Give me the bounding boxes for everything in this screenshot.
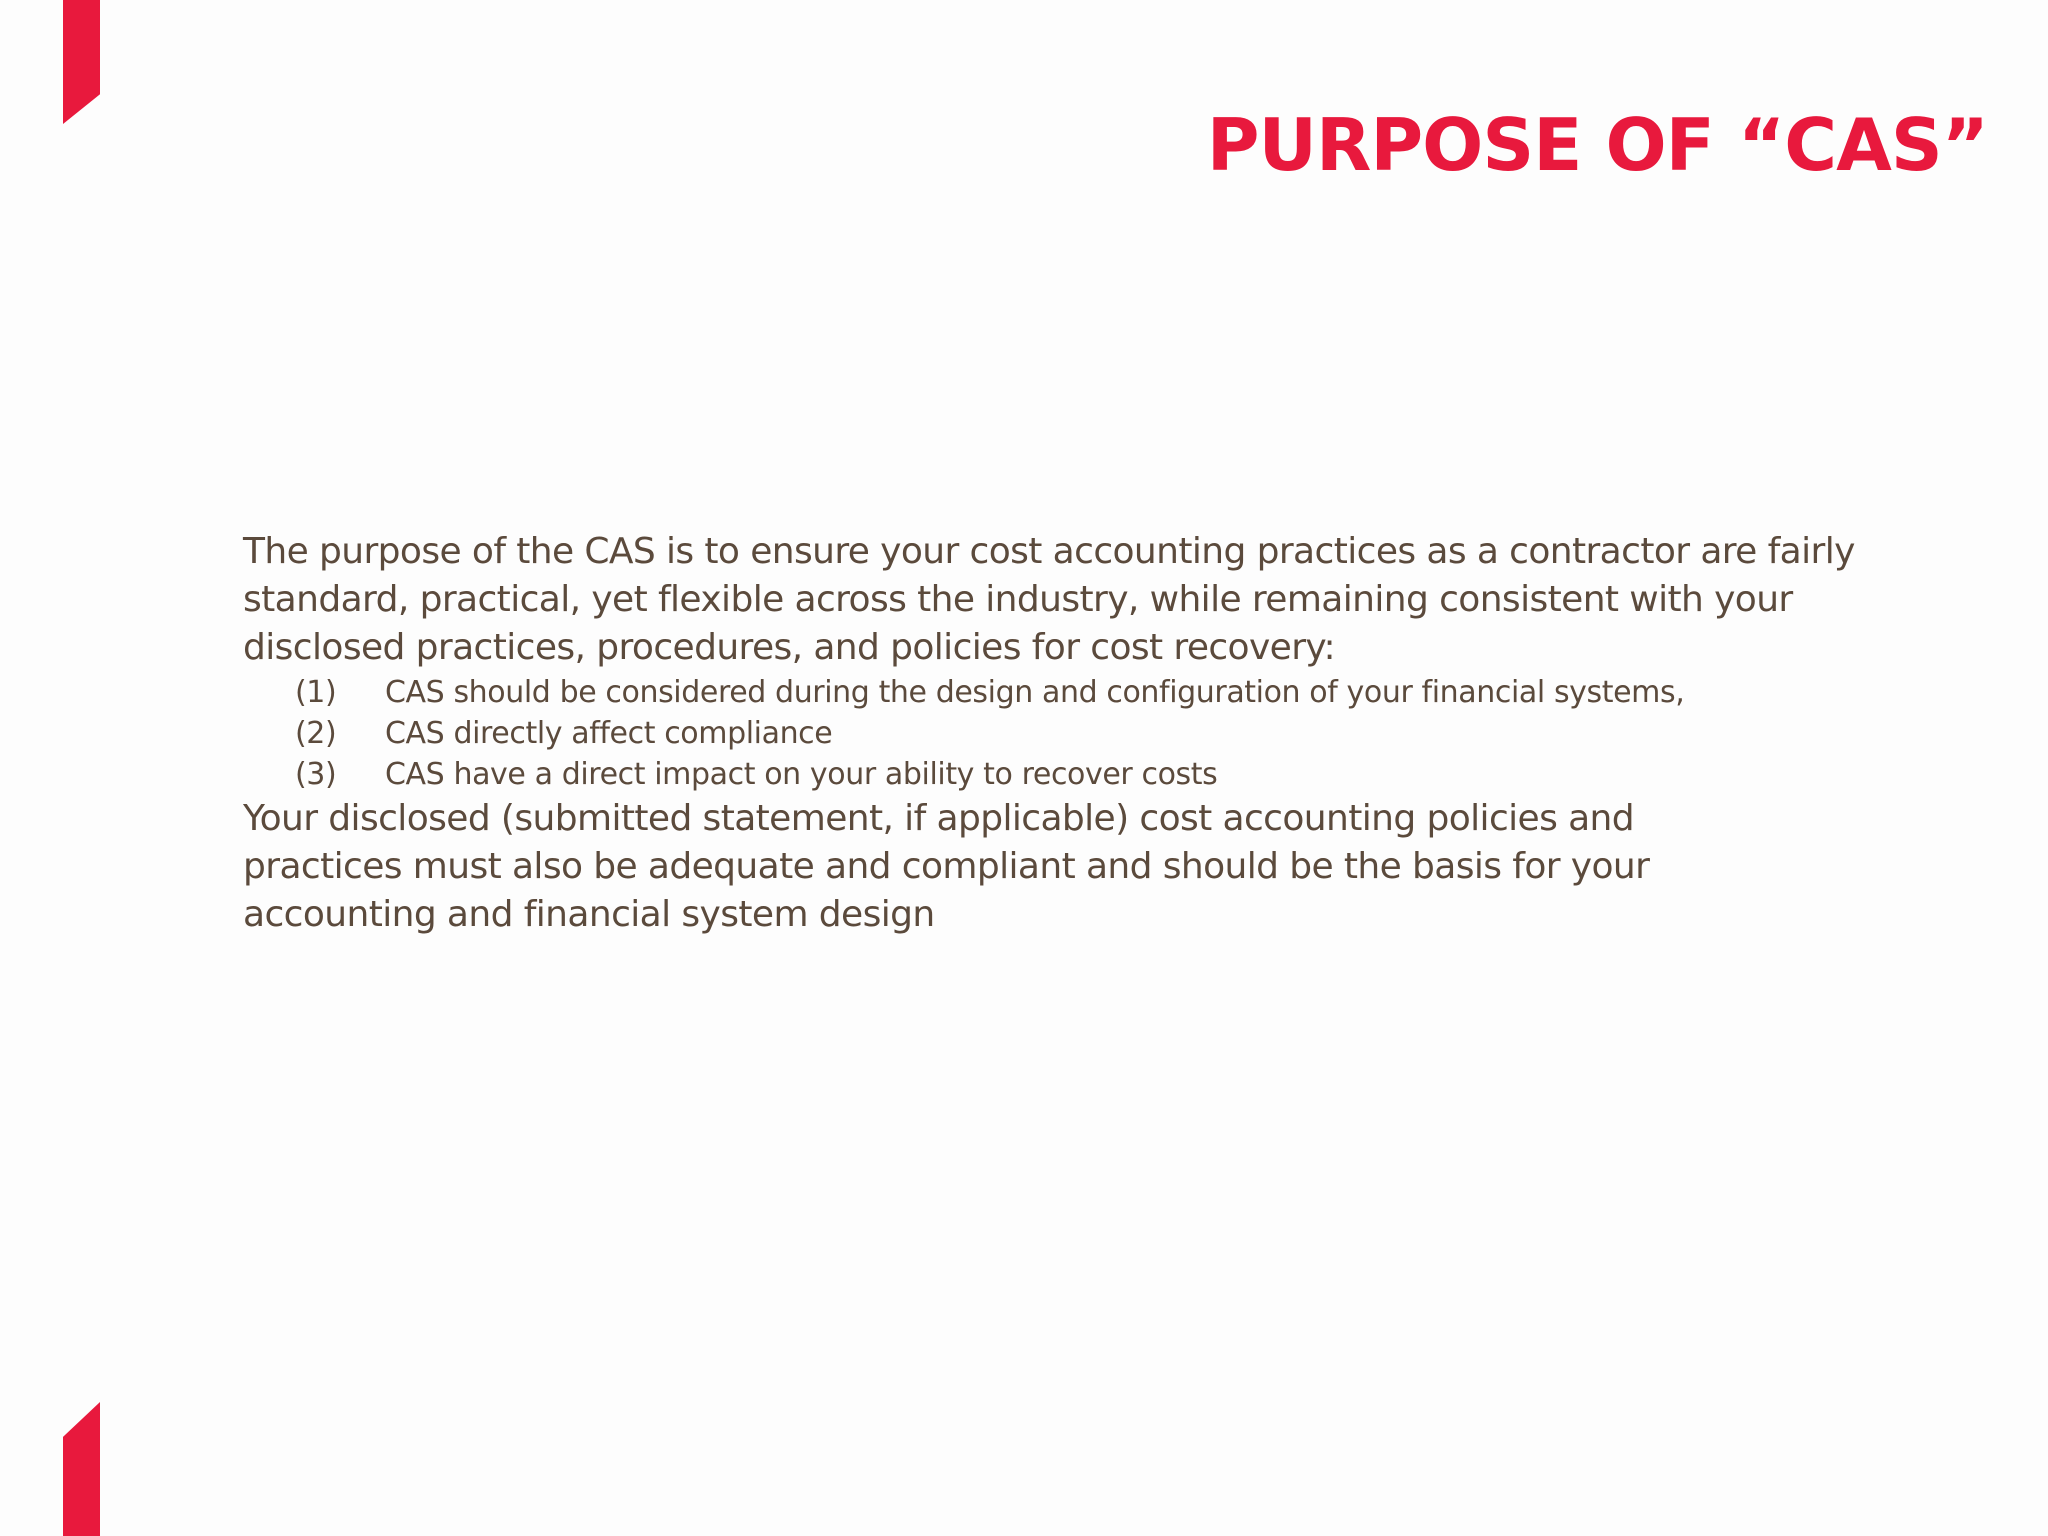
list-item-number: (3) — [295, 757, 337, 792]
bottom-accent-bar — [63, 1402, 100, 1536]
slide-title: PURPOSE OF “CAS” — [1206, 103, 1988, 187]
intro-line: standard, practical, yet flexible across the industry, while remaining consistent with your — [243, 579, 1793, 620]
closing-line: accounting and financial system design — [243, 894, 935, 935]
intro-line: The purpose of the CAS is to ensure your cost accounting practices as a contractor are fairly — [243, 531, 1855, 572]
intro-paragraph — [243, 528, 1943, 672]
closing-paragraph — [243, 795, 1943, 939]
top-accent-bar — [63, 0, 100, 124]
slide-body — [243, 528, 1943, 939]
list-item — [243, 713, 1943, 754]
list-item-text: CAS directly affect compliance — [385, 716, 833, 751]
intro-line: disclosed practices, procedures, and policies for cost recovery: — [243, 627, 1336, 668]
list-item-number: (2) — [295, 716, 337, 751]
closing-line: Your disclosed (submitted statement, if applicable) cost accounting policies and — [243, 798, 1635, 839]
list-item-text: CAS should be considered during the design and configuration of your financial systems, — [385, 675, 1685, 710]
numbered-list — [243, 672, 1943, 795]
list-item-text: CAS have a direct impact on your ability to recover costs — [385, 757, 1218, 792]
list-item — [243, 754, 1943, 795]
list-item-number: (1) — [295, 675, 337, 710]
list-item — [243, 672, 1943, 713]
closing-line: practices must also be adequate and compliant and should be the basis for your — [243, 846, 1650, 887]
